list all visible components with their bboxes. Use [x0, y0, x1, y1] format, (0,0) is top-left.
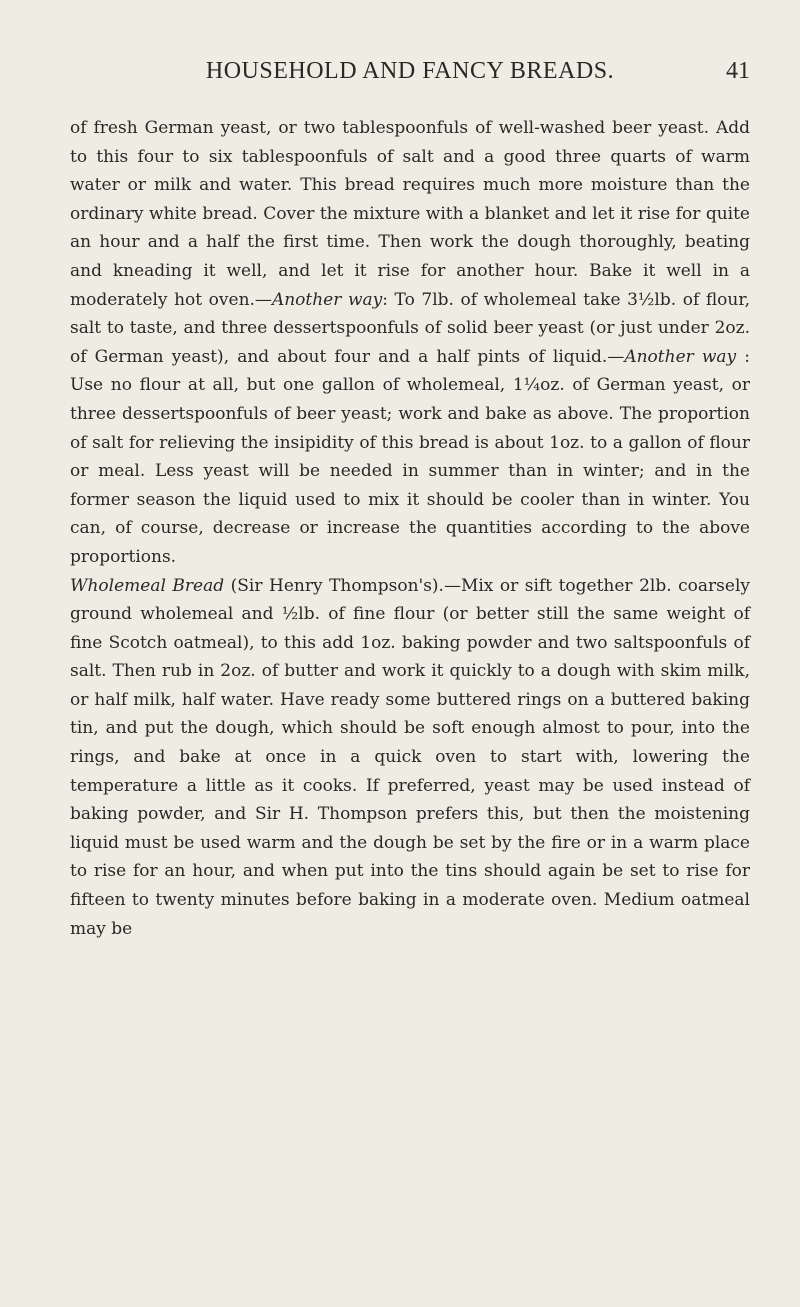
text-segment: : Use no flour at all, but one gallon of wholemeal, 1¼oz. of German yeast, or three dessertspoonfuls of beer yeast; work and bake as above. The proportion of salt for relieving the insipidity of this bread is about 1oz. to a gallon of flour or meal. Less yeast will be needed in summer than in winter; and in the former season the liquid used to mix it should be cooler than in winter. You can, of course, decrease or increase the quantities according to the above proportions.: [70, 346, 750, 567]
page-number: 41: [726, 58, 750, 84]
italic-subheading: Another way: [624, 346, 737, 367]
paragraph-wholemeal-methods: [70, 114, 750, 572]
recipe-title: Wholemeal Bread: [70, 575, 225, 596]
italic-subheading: Another way: [271, 289, 383, 310]
running-title: HOUSEHOLD AND FANCY BREADS.: [205, 58, 615, 84]
paragraph-wholemeal-bread: [70, 572, 750, 944]
text-segment: : To 7lb. of wholemeal take 3½lb. of flour, salt to taste, and three dessertspoonfuls of solid beer yeast (or just under 2oz. of German yeast), and about four and a half pints of liquid.—: [70, 289, 751, 367]
book-page: [70, 58, 750, 943]
text-segment: of fresh German yeast, or two tablespoonfuls of well-washed beer yeast. Add to this four to six tablespoonfuls of salt and a good three quarts of warm water or milk and water. This bread requires much more moisture than the ordinary white bread. Cover the mixture with a blanket and let it rise for quite an hour and a half the first time. Then work the dough thoroughly, beating and kneading it well, and let it rise for another hour. Bake it well in a moderately hot oven.—: [70, 118, 750, 310]
body-text: [70, 114, 750, 943]
page-header: [70, 58, 750, 94]
text-segment: (Sir Henry Thompson's).—Mix or sift together 2lb. coarsely ground wholemeal and ½lb. of fine flour (or better still the same weight of fine Scotch oatmeal), to this add 1oz. baking powder and two saltspoonfuls of salt. Then rub in 2oz. of butter and work it quickly to a dough with skim milk, or half milk, half water. Have ready some buttered rings on a buttered baking tin, and put the dough, which should be soft enough almost to pour, into the rings, and bake at once in a quick oven to start with, lowering the temperature a little as it cooks. If preferred, yeast may be used instead of baking powder, and Sir H. Thompson prefers this, but then the moistening liquid must be used warm and the dough be set by the fire or in a warm place to rise for an hour, and when put into the tins should again be set to rise for fifteen to twenty minutes before baking in a moderate oven. Medium oatmeal may be: [70, 575, 750, 939]
